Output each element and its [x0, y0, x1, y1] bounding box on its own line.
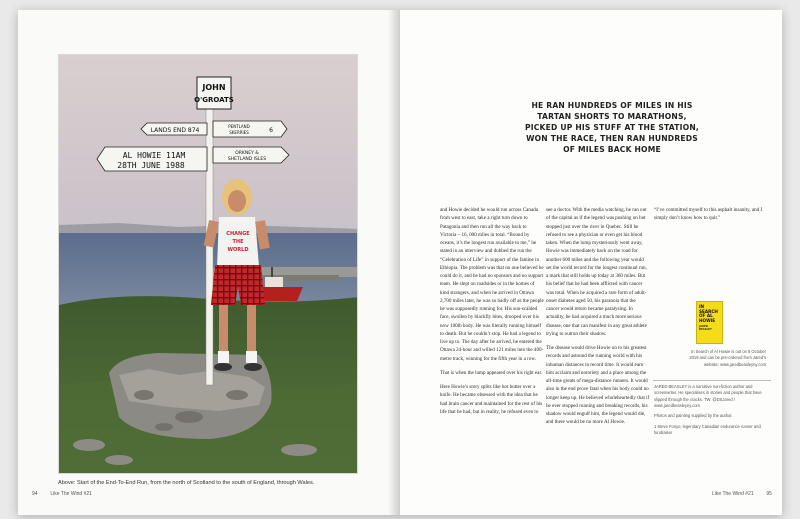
- paragraph: That is when the lump appeared over his right ear.: [440, 369, 543, 376]
- photo-credit: Photos and painting supplied by the author.: [654, 413, 733, 419]
- paragraph: “I’ve committed myself to this asphalt insanity, and I simply don’t know how to quit.”: [654, 207, 763, 222]
- author-sidebar: [654, 384, 772, 440]
- svg-text:ORKNEY &: ORKNEY &: [235, 151, 259, 156]
- svg-text:AL HOWIE 11AM: AL HOWIE 11AM: [122, 151, 186, 160]
- paragraph: Here Howie’s story splits like hot butter over a knife. He became obsessed with the idea that he had brain cancer and maintained for the rest of his life that he had, but in reality, he refused even to: [440, 384, 543, 415]
- right-magazine-name: Like The Wind #21: [712, 491, 754, 497]
- svg-text:6: 6: [269, 127, 273, 134]
- divider: [653, 380, 771, 381]
- svg-text:SHETLAND ISLES: SHETLAND ISLES: [227, 157, 267, 162]
- paragraph: and Howie decided he would run across Canada from west to east, take a right turn down to Patagonia and then run all the way back to Victoria – 16, 000 miles in total. “Bound by oceans, it’s the longest run available to me,” he stated in an interview and dubbed the run the “Celebration of Life” in support of the famine in Ethiopia. The problem was that no one believed he could do it, and he had no sponsors and no support team. He slept on roadsides or in the homes of kind strangers, and when he arrived in Ottawa 2,700 miles later, he was so badly off as the people he was supposedly running for. His sun-scalded face, swollen by blackfly bites, drooped over his now 100lb body. He was literally running himself to death. But he couldn’t stop. He had a legend to live up to. The day after he arrived, he entered the Ottawa 24-hour and willed 121 miles into the 400-metre track, winning for the fifth year in a row.: [440, 207, 544, 362]
- svg-text:CHANGE: CHANGE: [226, 231, 250, 237]
- book-title-line: SEARCH: [699, 308, 718, 314]
- left-folio: [32, 491, 92, 497]
- pull-quote-headline: HE RAN HUNDREDS OF MILES IN HIS TARTAN SHORTS TO MARATHONS, PICKED UP HIS STUFF AT THE STATION, WON THE RACE, THEN RAN HUNDREDS OF MILES BACK HOME: [524, 101, 699, 154]
- svg-text:LANDS END 874: LANDS END 874: [150, 127, 200, 134]
- magazine-spread: [18, 10, 782, 515]
- svg-text:THE: THE: [232, 239, 244, 245]
- photo-al-howie-john-ogroats: [58, 54, 358, 474]
- paragraph: see a doctor. With the media watching, he ran out of the capital as if the legend was pushing on but stopped just over the river in Quebec. Still he refused to see a physician or even get his blood taken. When the lump mysteriously went away, Howie was immediately back on the road for another 600 miles and the following year would set the world record for the longest continual run, a mark that still holds up today at 360 miles. But his belief that he had been afflicted with cancer was total. When he acquired a rare form of adult-onset diabetes aged 50, his paranoia that the cancer would return became paralysing. In actuality, he had acquired a much more serious disease, one that can manifest in any great athlete trying to outrun their shadow.: [546, 207, 647, 337]
- footnote: 1 Steve Fonyo, legendary Canadian endurance runner and fundraiser: [654, 423, 761, 436]
- left-page: [18, 10, 400, 515]
- body-column-2: [546, 206, 650, 433]
- book-title-line: OF AL: [699, 313, 713, 319]
- svg-text:O'GROATS: O'GROATS: [194, 96, 234, 104]
- right-page-number: 95: [766, 491, 772, 497]
- photo-caption: Above: Start of the End-To-End Run, from the north of Scotland to the south of England, through Wales.: [58, 480, 315, 486]
- author-bio: JARED BEASLEY is a narrative non-fiction author and screenwriter. He specialises in stories and people that have slipped through the cracks. TW: @DSJared / www.jaredbeasleyny.com: [654, 384, 762, 409]
- svg-text:JOHN: JOHN: [202, 83, 226, 92]
- book-title-line: IN: [699, 304, 705, 309]
- body-column-1: [440, 206, 544, 422]
- left-magazine-name: Like The Wind #21: [50, 491, 92, 497]
- svg-text:WORLD: WORLD: [227, 247, 249, 253]
- svg-text:28TH JUNE 1988: 28TH JUNE 1988: [117, 161, 185, 170]
- right-folio: [712, 491, 772, 497]
- book-author: JARED BEASLEY: [699, 325, 712, 332]
- left-page-number: 94: [32, 491, 38, 497]
- body-column-3: [654, 206, 766, 229]
- paragraph: The disease would drive Howie on to his greatest records and astound the running world with his inhuman distances in record time. It would earn him acclaim and notoriety and a place among the all-time greats of mega-distance runners. It would also in the end prove fatal when his body could no longer keep up. He believed wholeheartedly that if he ever stopped running and breaking records, his shadow would engulf him, the legend would die, and there would be no more Al Howie.: [546, 345, 650, 426]
- svg-text:SKERRIES: SKERRIES: [229, 130, 249, 135]
- svg-text:PENTLAND: PENTLAND: [228, 124, 250, 129]
- book-note: In Search of Al Howie is out on 8 October 2019 and can be pre-ordered from Jared’s website: www.jaredbeasleyny.com: [689, 349, 766, 367]
- book-cover: [696, 301, 723, 344]
- photo-illustration: [59, 55, 358, 474]
- book-title-line: HOWIE: [699, 317, 716, 323]
